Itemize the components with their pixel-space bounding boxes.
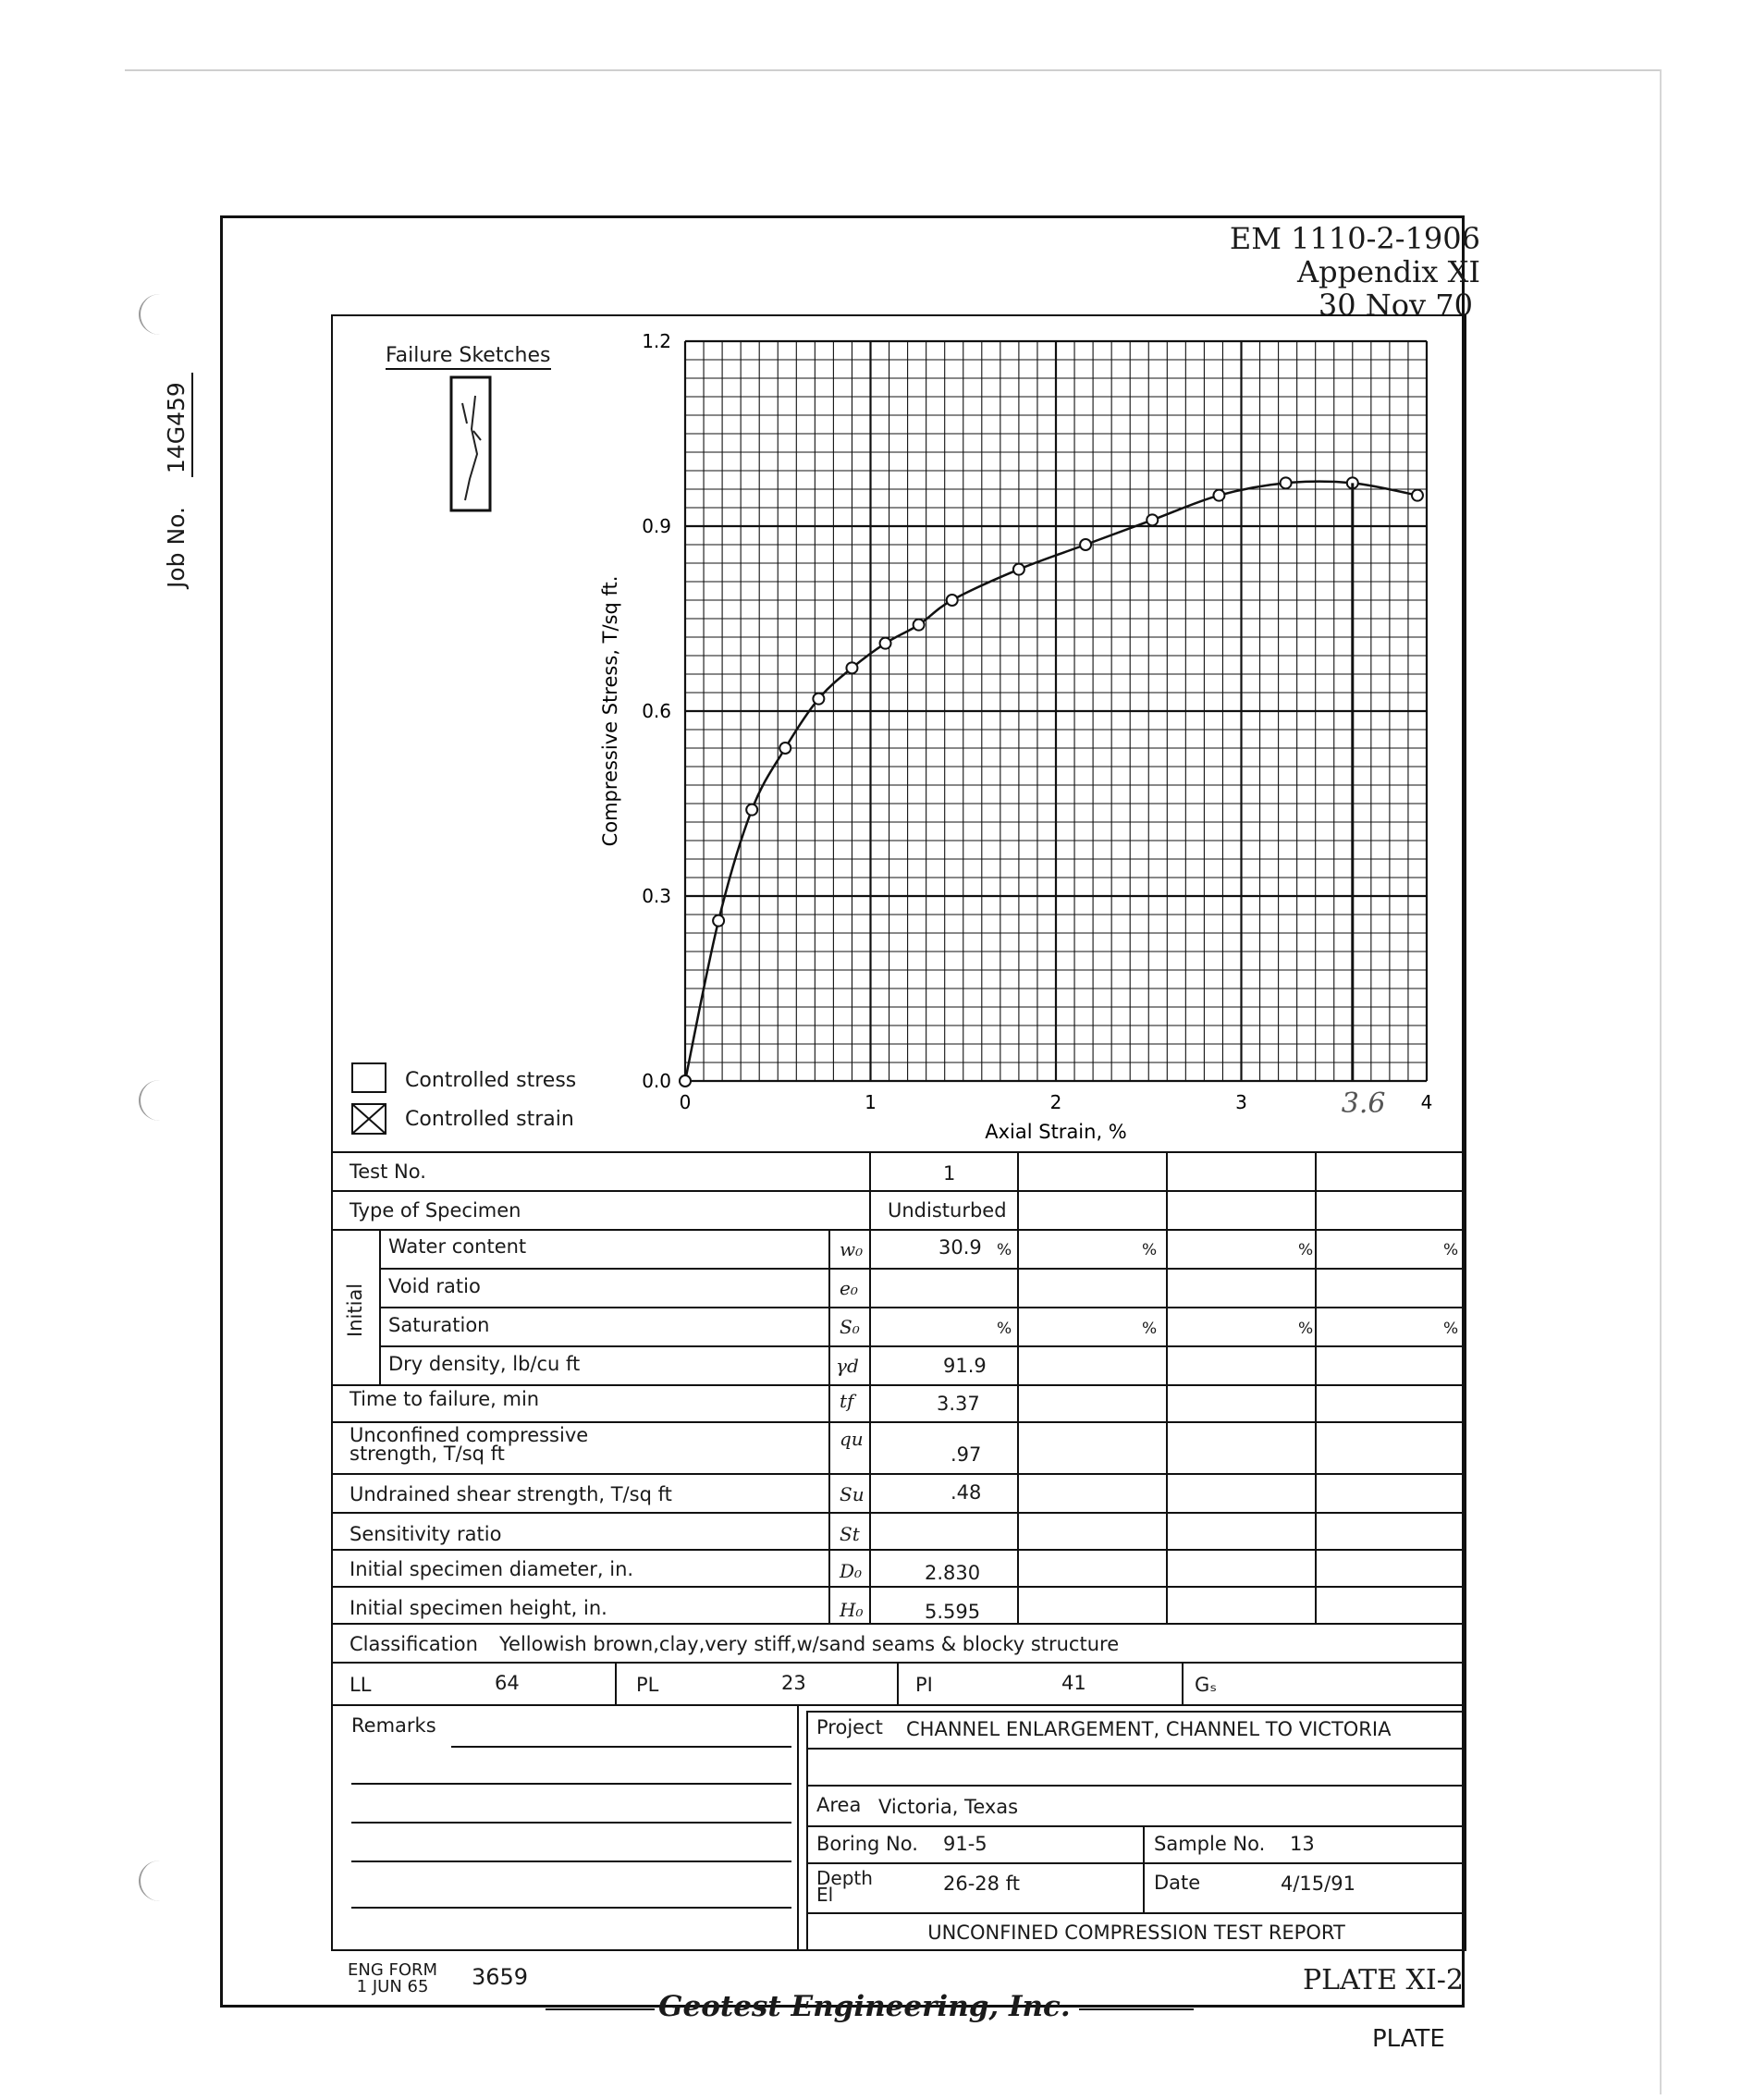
data-point bbox=[1147, 514, 1158, 525]
percent-unit: % bbox=[997, 1241, 1012, 1259]
specimen-height-label: Initial specimen height, in. bbox=[350, 1597, 607, 1619]
data-point bbox=[846, 662, 857, 673]
specimen-type-value: Undisturbed bbox=[888, 1199, 1007, 1222]
time-to-failure-label: Time to failure, min bbox=[350, 1388, 540, 1410]
table-line bbox=[379, 1345, 1466, 1347]
data-point bbox=[713, 915, 724, 927]
remarks-line bbox=[351, 1861, 791, 1862]
controlled-strain-label: Controlled strain bbox=[405, 1108, 574, 1131]
table-line bbox=[828, 1229, 830, 1623]
table-line bbox=[806, 1748, 1466, 1750]
sensitivity-ratio-symbol: St bbox=[840, 1523, 860, 1545]
controlled-stress-label: Controlled stress bbox=[405, 1069, 577, 1092]
y-tick-label: 0.6 bbox=[642, 700, 671, 722]
project-label: Project bbox=[816, 1716, 883, 1738]
depth-value: 26-28 ft bbox=[943, 1873, 1020, 1895]
void-ratio-symbol: e₀ bbox=[840, 1277, 858, 1299]
classification-value: Yellowish brown,clay,very stiff,w/sand seams & blocky structure bbox=[499, 1633, 1120, 1655]
job-label: Job No. bbox=[163, 507, 190, 588]
table-line bbox=[331, 1549, 1466, 1551]
table-line bbox=[869, 1151, 871, 1623]
handwritten-annotation: 3.6 bbox=[1341, 1087, 1386, 1120]
table-line bbox=[331, 1384, 1466, 1386]
specimen-diameter-symbol: D₀ bbox=[840, 1560, 863, 1582]
saturation-label: Saturation bbox=[388, 1314, 490, 1336]
table-line bbox=[1017, 1151, 1019, 1623]
percent-unit: % bbox=[1142, 1320, 1158, 1338]
table-line bbox=[379, 1268, 1466, 1270]
data-point bbox=[680, 1075, 691, 1087]
data-point bbox=[746, 804, 757, 816]
table-line bbox=[1166, 1151, 1168, 1623]
y-tick-label: 1.2 bbox=[642, 330, 671, 352]
table-line bbox=[806, 1912, 1466, 1914]
unconfined-strength-label-line2: strength, T/sq ft bbox=[350, 1443, 505, 1465]
table-line bbox=[331, 1421, 1466, 1423]
unconfined-strength-label-line1: Unconfined compressive bbox=[350, 1424, 589, 1446]
table-line bbox=[615, 1662, 617, 1704]
shear-strength-value: .48 bbox=[951, 1481, 982, 1504]
data-point bbox=[1213, 490, 1224, 501]
y-tick-label: 0.0 bbox=[642, 1070, 671, 1092]
sensitivity-ratio-label: Sensitivity ratio bbox=[350, 1523, 502, 1545]
x-tick-label: 0 bbox=[679, 1091, 692, 1113]
date-label: Date bbox=[1154, 1872, 1201, 1894]
stress-strain-chart bbox=[592, 328, 1452, 1151]
depth-label-text: Depth bbox=[816, 1867, 873, 1889]
plate-id: PLATE XI-2 bbox=[1302, 1964, 1464, 1996]
table-line bbox=[379, 1229, 381, 1384]
classification-label: Classification bbox=[350, 1633, 478, 1655]
data-point bbox=[914, 620, 925, 631]
unconfined-strength-value: .97 bbox=[951, 1443, 982, 1466]
void-ratio-label: Void ratio bbox=[388, 1275, 481, 1297]
table-line bbox=[806, 1785, 1466, 1787]
footer-rule bbox=[546, 2008, 655, 2010]
failure-sketches-label: Failure Sketches bbox=[386, 344, 551, 370]
punch-hole bbox=[139, 294, 181, 335]
x-tick-label: 4 bbox=[1420, 1091, 1433, 1113]
remarks-line bbox=[351, 1822, 791, 1824]
time-to-failure-symbol: tf bbox=[840, 1390, 854, 1412]
percent-unit: % bbox=[1443, 1320, 1459, 1338]
punch-hole bbox=[139, 1861, 181, 1901]
y-axis-label: Compressive Stress, T/sq ft. bbox=[599, 575, 621, 847]
dry-density-label: Dry density, lb/cu ft bbox=[388, 1353, 581, 1375]
controlled-stress-checkbox[interactable] bbox=[351, 1062, 386, 1093]
unconfined-strength-label bbox=[350, 1426, 588, 1463]
area-value: Victoria, Texas bbox=[878, 1796, 1019, 1818]
job-number bbox=[163, 373, 190, 588]
remarks-line bbox=[451, 1746, 791, 1748]
eng-form-block bbox=[348, 1962, 437, 1996]
pi-label: PI bbox=[915, 1674, 933, 1696]
paper-edge bbox=[1660, 69, 1662, 2094]
specimen-height-value: 5.595 bbox=[925, 1601, 981, 1623]
form-number: 3659 bbox=[472, 1964, 529, 1990]
table-line bbox=[331, 1151, 1466, 1153]
table-line bbox=[806, 1711, 1466, 1713]
sample-value: 13 bbox=[1290, 1833, 1315, 1855]
water-content-label: Water content bbox=[388, 1235, 527, 1258]
shear-strength-symbol: Su bbox=[840, 1483, 865, 1505]
shear-strength-label: Undrained shear strength, T/sq ft bbox=[350, 1483, 672, 1505]
x-axis-label: Axial Strain, % bbox=[985, 1121, 1127, 1143]
dry-density-symbol: γd bbox=[836, 1355, 859, 1377]
ll-label: LL bbox=[350, 1674, 372, 1696]
specimen-type-label: Type of Specimen bbox=[350, 1199, 521, 1222]
test-no-label: Test No. bbox=[350, 1161, 426, 1183]
plate-label: PLATE bbox=[1372, 2025, 1445, 2053]
initial-label: Initial bbox=[344, 1283, 366, 1337]
table-line bbox=[331, 1229, 1466, 1231]
data-point bbox=[947, 595, 958, 606]
data-point bbox=[779, 743, 791, 754]
ll-value: 64 bbox=[495, 1672, 520, 1694]
table-line bbox=[331, 1586, 1466, 1588]
specimen-height-symbol: H₀ bbox=[840, 1599, 864, 1621]
saturation-symbol: S₀ bbox=[840, 1316, 860, 1338]
job-value: 14G459 bbox=[163, 373, 193, 477]
date-value: 4/15/91 bbox=[1281, 1873, 1355, 1895]
specimen-diameter-label: Initial specimen diameter, in. bbox=[350, 1558, 634, 1580]
unconfined-strength-symbol: qu bbox=[840, 1428, 864, 1450]
pl-value: 23 bbox=[781, 1672, 806, 1694]
x-tick-label: 3 bbox=[1235, 1091, 1247, 1113]
table-line bbox=[806, 1825, 1466, 1827]
x-tick-label: 2 bbox=[1049, 1091, 1062, 1113]
table-line bbox=[1315, 1151, 1317, 1623]
data-point bbox=[1412, 490, 1423, 501]
table-line bbox=[797, 1704, 799, 1950]
area-label: Area bbox=[816, 1794, 862, 1816]
table-line bbox=[331, 1473, 1466, 1475]
table-line bbox=[331, 1623, 1466, 1625]
percent-unit: % bbox=[1142, 1241, 1158, 1259]
table-line bbox=[806, 1711, 808, 1950]
table-line bbox=[806, 1862, 1466, 1864]
pi-value: 41 bbox=[1061, 1672, 1086, 1694]
el-label-text: El bbox=[816, 1884, 834, 1906]
table-line bbox=[1182, 1662, 1184, 1704]
company-name: Geotest Engineering, Inc. bbox=[658, 1990, 1071, 2023]
table-line bbox=[897, 1662, 899, 1704]
table-line bbox=[331, 1704, 1466, 1706]
pl-label: PL bbox=[636, 1674, 659, 1696]
remarks-line bbox=[351, 1783, 791, 1785]
data-point bbox=[813, 694, 824, 705]
water-content-symbol: w₀ bbox=[840, 1238, 864, 1260]
percent-unit: % bbox=[1298, 1320, 1314, 1338]
boring-value: 91-5 bbox=[943, 1833, 987, 1855]
controlled-strain-checkbox[interactable] bbox=[351, 1103, 386, 1135]
punch-hole bbox=[139, 1080, 181, 1121]
remarks-line bbox=[351, 1907, 791, 1909]
stress-strain-curve bbox=[685, 482, 1417, 1081]
footer-rule bbox=[1079, 2008, 1194, 2010]
sample-label: Sample No. bbox=[1154, 1833, 1266, 1855]
table-line bbox=[331, 1512, 1466, 1514]
boring-label: Boring No. bbox=[816, 1833, 918, 1855]
table-line bbox=[331, 1190, 1466, 1192]
project-value: CHANNEL ENLARGEMENT, CHANNEL TO VICTORIA bbox=[906, 1718, 1392, 1740]
data-point bbox=[880, 638, 891, 649]
depth-label bbox=[816, 1867, 873, 1906]
data-point bbox=[1013, 564, 1024, 575]
failure-sketch bbox=[449, 375, 494, 514]
header-date: 30 Nov 70 bbox=[1318, 288, 1473, 323]
table-line bbox=[331, 1662, 1466, 1664]
gs-label: Gₛ bbox=[1195, 1674, 1218, 1696]
y-tick-label: 0.3 bbox=[642, 885, 671, 907]
table-line bbox=[1143, 1825, 1145, 1912]
data-point bbox=[1080, 539, 1091, 550]
doc-number: EM 1110-2-1906 bbox=[1229, 221, 1480, 256]
percent-unit: % bbox=[1298, 1241, 1314, 1259]
form-date: 1 JUN 65 bbox=[356, 1977, 429, 1996]
paper-edge bbox=[125, 69, 1660, 71]
y-tick-label: 0.9 bbox=[642, 515, 671, 537]
remarks-label: Remarks bbox=[351, 1714, 436, 1737]
x-tick-label: 1 bbox=[865, 1091, 877, 1113]
test-no-value: 1 bbox=[943, 1162, 956, 1185]
eng-form-label: ENG FORM bbox=[348, 1960, 438, 1980]
percent-unit: % bbox=[997, 1320, 1012, 1338]
water-content-value: 30.9 bbox=[938, 1236, 982, 1259]
report-title: UNCONFINED COMPRESSION TEST REPORT bbox=[927, 1922, 1345, 1944]
time-to-failure-value: 3.37 bbox=[937, 1393, 980, 1415]
appendix: Appendix XI bbox=[1297, 254, 1480, 289]
percent-unit: % bbox=[1443, 1241, 1459, 1259]
specimen-diameter-value: 2.830 bbox=[925, 1562, 981, 1584]
table-line bbox=[379, 1307, 1466, 1308]
data-point bbox=[1281, 477, 1292, 488]
dry-density-value: 91.9 bbox=[943, 1355, 987, 1377]
document-header bbox=[1230, 222, 1480, 322]
